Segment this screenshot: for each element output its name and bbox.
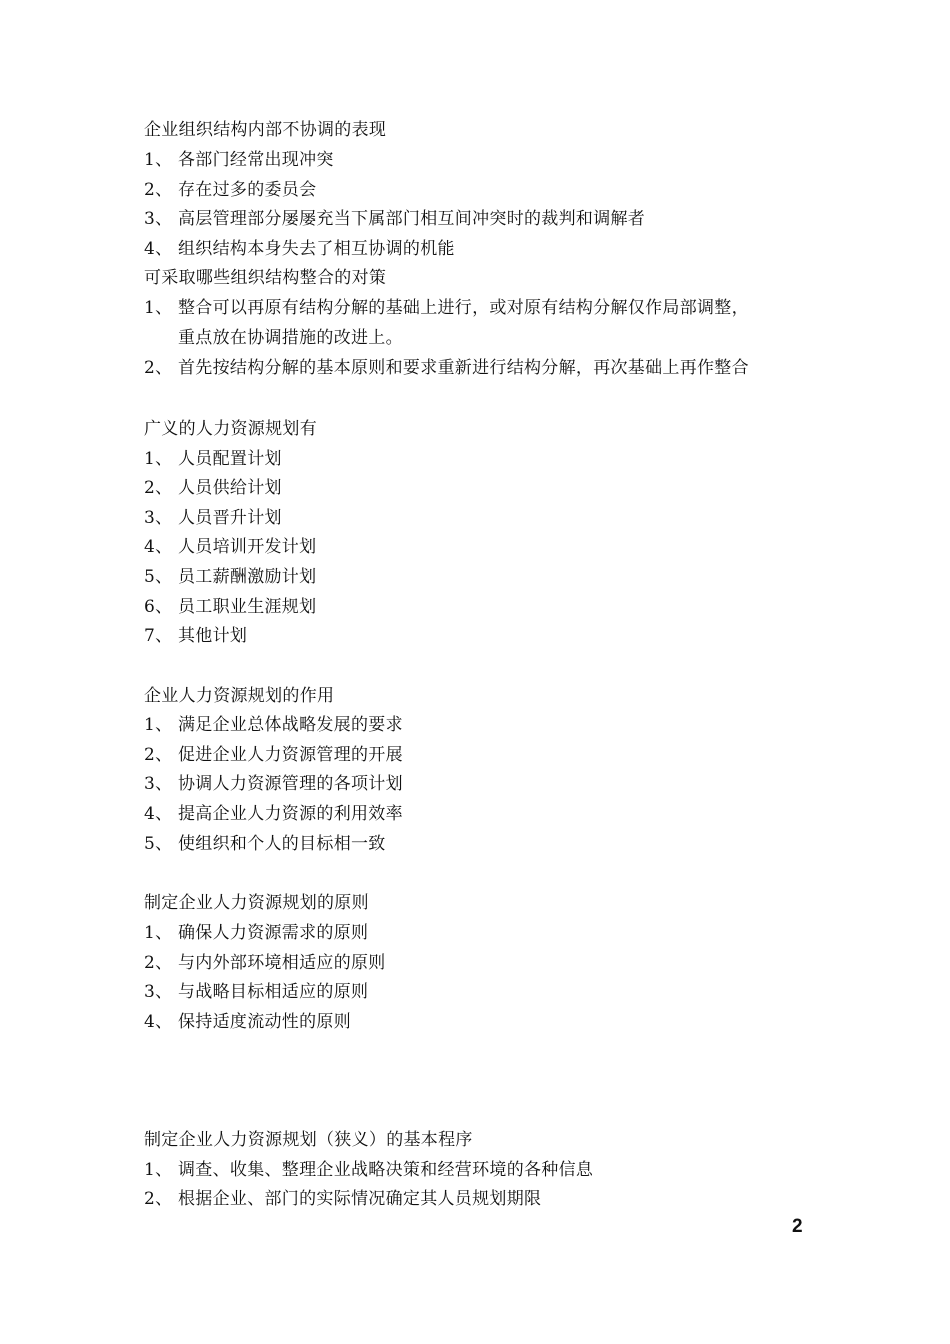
list-text: 组织结构本身失去了相互协调的机能 <box>178 239 455 259</box>
list-number: 1、 <box>144 923 173 943</box>
list-text: 根据企业、部门的实际情况确定其人员规划期限 <box>178 1189 542 1209</box>
list-number: 4、 <box>144 537 173 557</box>
list-item <box>144 922 368 944</box>
list-text: 各部门经常出现冲突 <box>178 150 334 170</box>
list-item <box>144 149 334 171</box>
list-item <box>144 744 403 766</box>
section-heading: 企业组织结构内部不协调的表现 <box>144 120 387 140</box>
list-text: 确保人力资源需求的原则 <box>178 923 369 943</box>
list-text: 员工职业生涯规划 <box>178 597 317 617</box>
list-text: 保持适度流动性的原则 <box>178 1012 351 1032</box>
list-number: 1、 <box>144 1160 173 1180</box>
list-number: 4、 <box>144 1012 173 1032</box>
list-number: 3、 <box>144 209 173 229</box>
list-item <box>144 952 386 974</box>
section-heading: 制定企业人力资源规划（狭义）的基本程序 <box>144 1130 473 1150</box>
list-item-continuation: 重点放在协调措施的改进上。 <box>178 328 403 348</box>
list-text: 人员晋升计划 <box>178 508 282 528</box>
list-item <box>144 773 403 795</box>
list-item <box>144 238 455 260</box>
list-text: 使组织和个人的目标相一致 <box>178 834 386 854</box>
list-text: 存在过多的委员会 <box>178 180 317 200</box>
list-item <box>144 803 403 825</box>
list-number: 4、 <box>144 804 173 824</box>
list-number: 1、 <box>144 298 173 318</box>
list-text: 与战略目标相适应的原则 <box>178 982 369 1002</box>
list-item <box>144 1011 351 1033</box>
list-text: 人员供给计划 <box>178 478 282 498</box>
list-text: 首先按结构分解的基本原则和要求重新进行结构分解，再次基础上再作整合 <box>178 358 749 378</box>
section-heading: 企业人力资源规划的作用 <box>144 686 335 706</box>
list-number: 5、 <box>144 567 173 587</box>
list-item <box>144 566 316 588</box>
list-item <box>144 208 645 230</box>
list-item <box>144 507 282 529</box>
list-text: 调查、收集、整理企业战略决策和经营环境的各种信息 <box>178 1160 594 1180</box>
list-text: 人员培训开发计划 <box>178 537 317 557</box>
list-number: 5、 <box>144 834 173 854</box>
list-number: 1、 <box>144 150 173 170</box>
list-text: 提高企业人力资源的利用效率 <box>178 804 403 824</box>
list-item <box>144 448 282 470</box>
list-item <box>144 477 282 499</box>
list-number: 2、 <box>144 478 173 498</box>
list-text: 其他计划 <box>178 626 248 646</box>
list-number: 3、 <box>144 508 173 528</box>
list-number: 2、 <box>144 1189 173 1209</box>
list-text: 员工薪酬激励计划 <box>178 567 317 587</box>
list-item <box>144 536 316 558</box>
list-item <box>144 1188 541 1210</box>
list-text: 与内外部环境相适应的原则 <box>178 953 386 973</box>
list-number: 2、 <box>144 358 173 378</box>
list-item <box>144 179 316 201</box>
list-text: 高层管理部分屡屡充当下属部门相互间冲突时的裁判和调解者 <box>178 209 646 229</box>
list-item <box>144 297 749 319</box>
list-number: 1、 <box>144 449 173 469</box>
page-number: 2 <box>792 1216 803 1237</box>
list-item <box>144 625 247 647</box>
list-item <box>144 833 386 855</box>
list-item <box>144 981 368 1003</box>
list-number: 1、 <box>144 715 173 735</box>
list-text: 协调人力资源管理的各项计划 <box>178 774 403 794</box>
list-item <box>144 357 749 379</box>
section-heading: 制定企业人力资源规划的原则 <box>144 893 369 913</box>
list-number: 2、 <box>144 953 173 973</box>
list-item <box>144 596 316 618</box>
list-number: 4、 <box>144 239 173 259</box>
list-number: 2、 <box>144 745 173 765</box>
list-text: 人员配置计划 <box>178 449 282 469</box>
section-heading: 广义的人力资源规划有 <box>144 419 317 439</box>
list-number: 3、 <box>144 982 173 1002</box>
list-item <box>144 1159 593 1181</box>
section-heading: 可采取哪些组织结构整合的对策 <box>144 268 387 288</box>
list-text: 促进企业人力资源管理的开展 <box>178 745 403 765</box>
list-text: 满足企业总体战略发展的要求 <box>178 715 403 735</box>
list-text: 整合可以再原有结构分解的基础上进行，或对原有结构分解仅作局部调整， <box>178 298 749 318</box>
list-number: 7、 <box>144 626 173 646</box>
list-number: 6、 <box>144 597 173 617</box>
list-number: 2、 <box>144 180 173 200</box>
list-item <box>144 714 403 736</box>
list-number: 3、 <box>144 774 173 794</box>
